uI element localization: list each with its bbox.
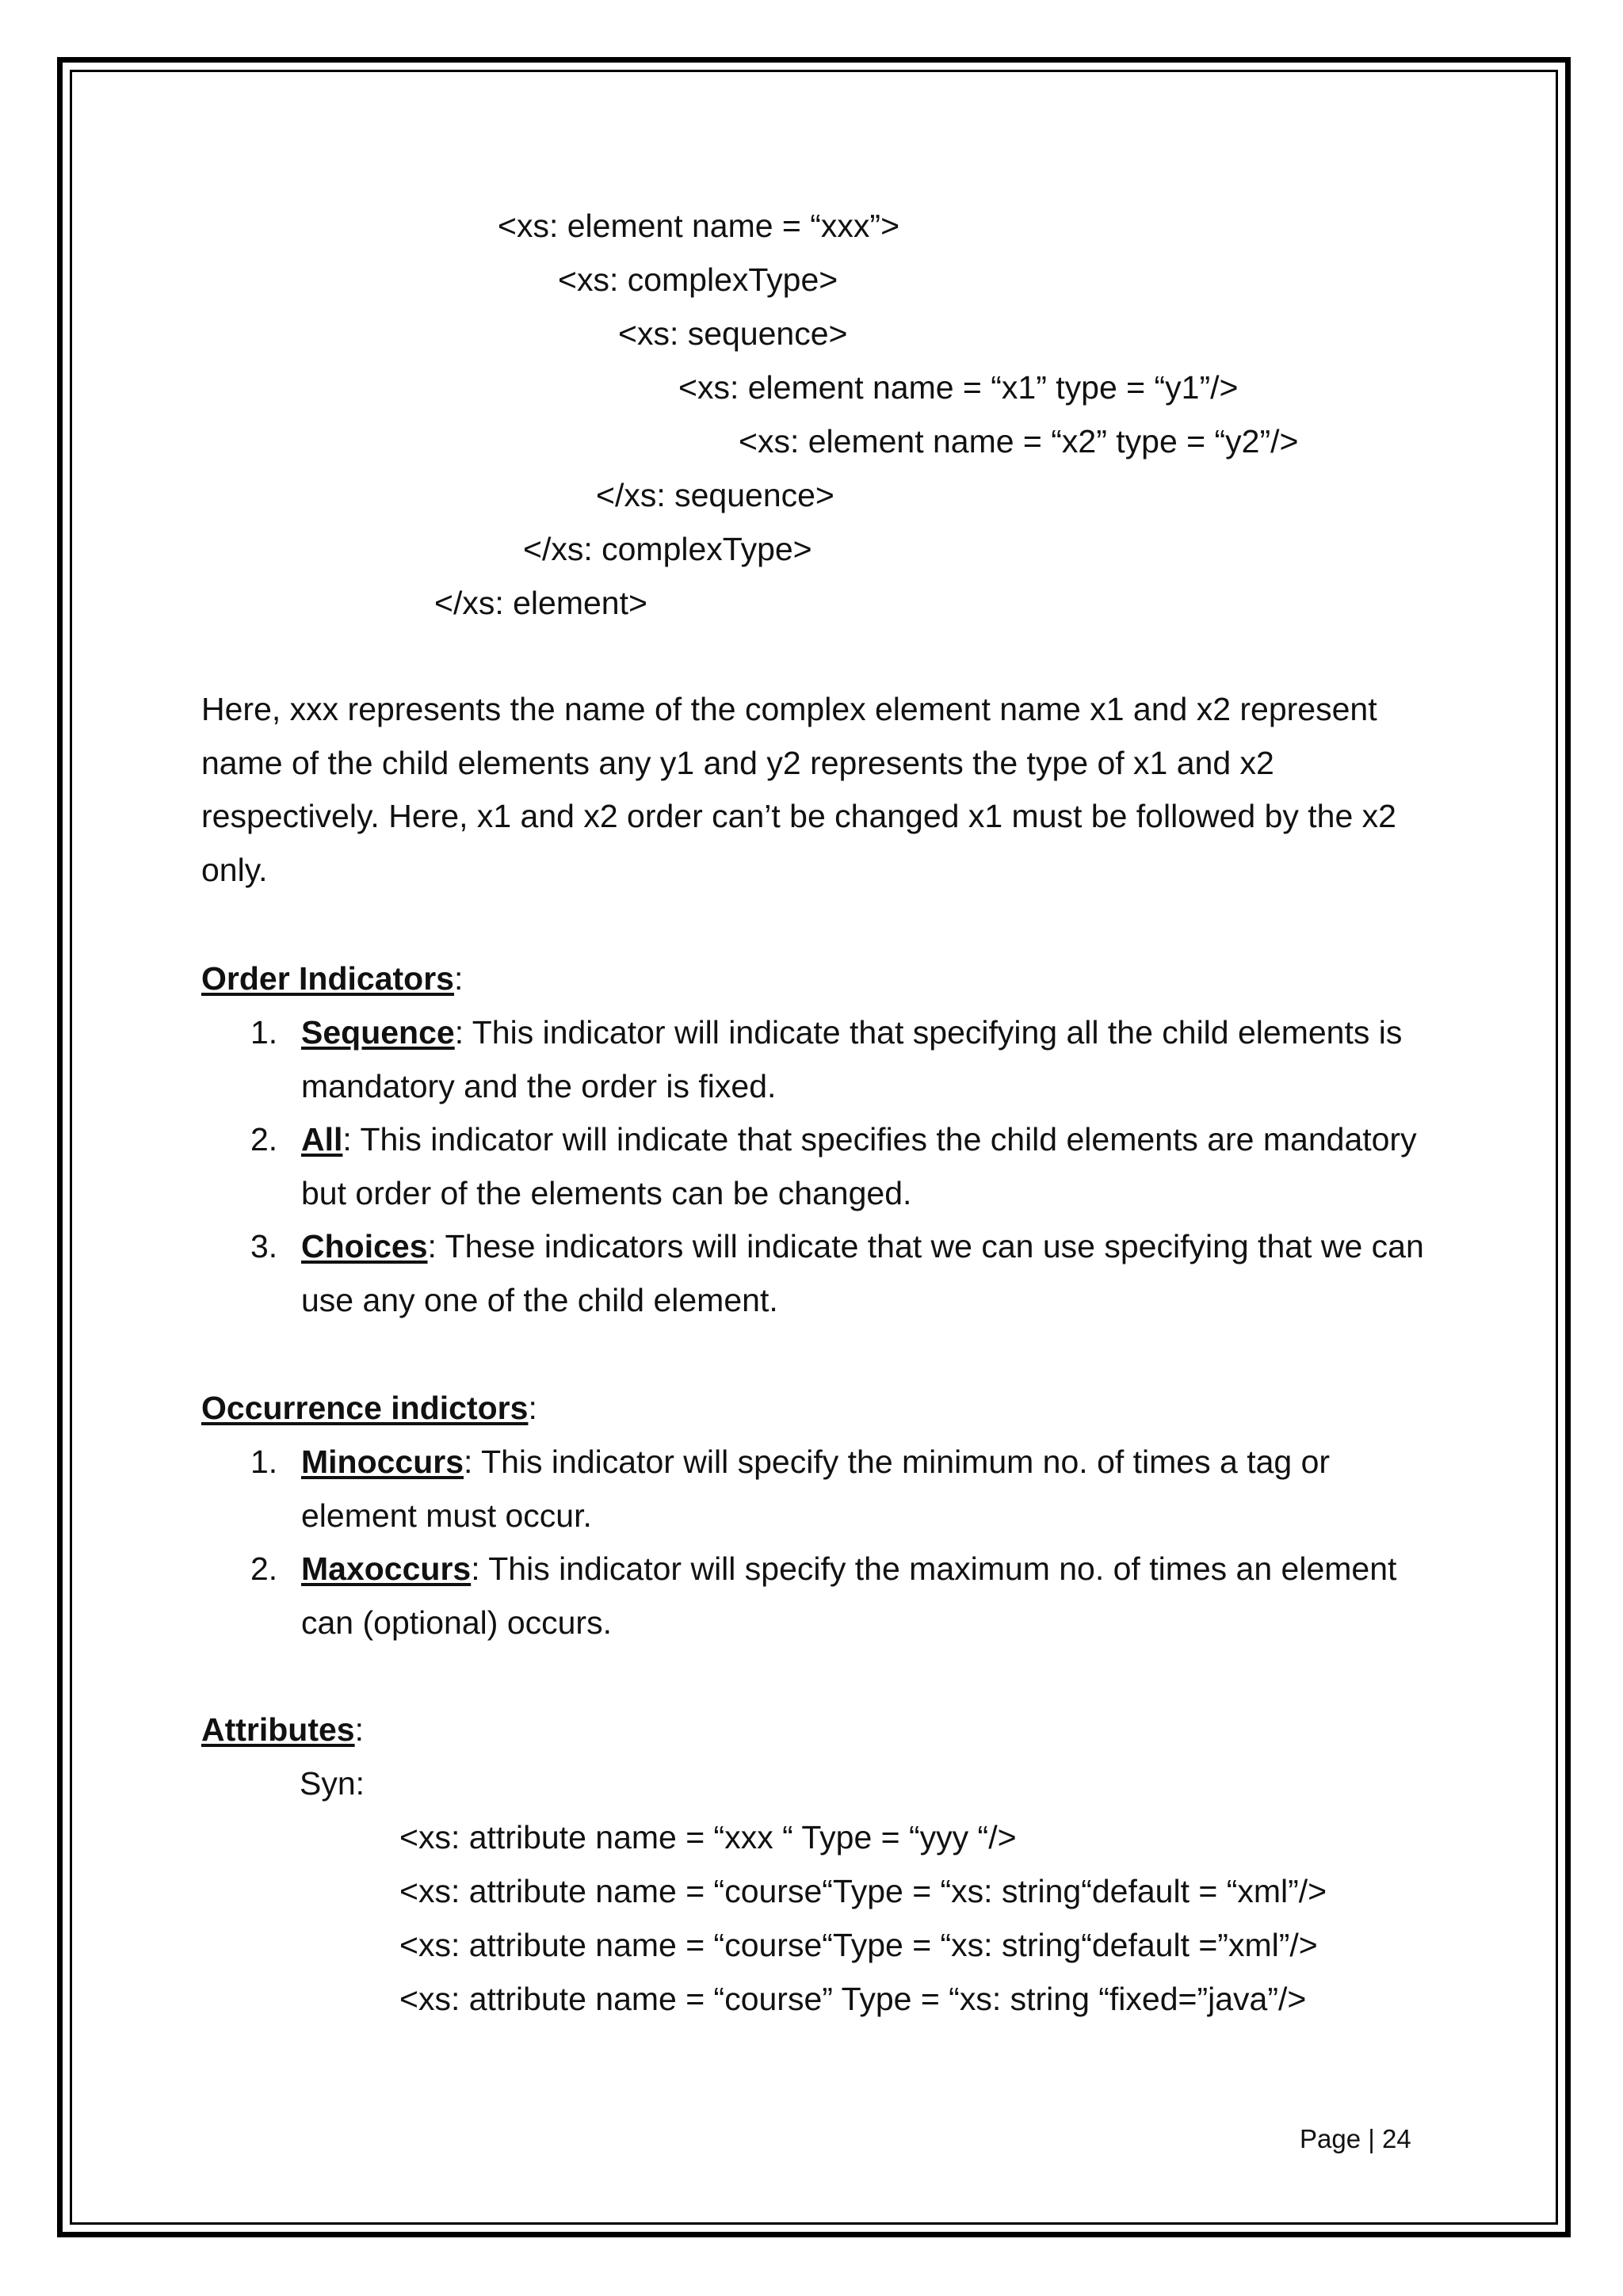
- list-number: 2.: [250, 1550, 278, 1587]
- order-indicators-title: Order Indicators: [201, 960, 454, 997]
- list-item-term: Minoccurs: [301, 1444, 464, 1480]
- list-item-second-line: mandatory and the order is fixed.: [301, 1067, 777, 1104]
- list-item-text: : This indicator will specify the maximum no. of times an element: [471, 1550, 1397, 1587]
- code-line: </xs: sequence>: [596, 477, 834, 513]
- list-item-first-line: [301, 1113, 1417, 1167]
- code-line: <xs: complexType>: [558, 261, 838, 298]
- list-item-text: : This indicator will indicate that specifies the child elements are mandatory: [342, 1121, 1417, 1158]
- list-item-second-line: can (optional) occurs.: [301, 1604, 612, 1641]
- list-number: 3.: [250, 1228, 278, 1264]
- list-item-second-line: use any one of the child element.: [301, 1281, 778, 1318]
- order-indicator-item-choices: [250, 1220, 1424, 1327]
- list-item-text: : This indicator will specify the minimum no. of times a tag or: [464, 1444, 1331, 1480]
- code-line: </xs: element>: [434, 585, 647, 621]
- page-label: Page: [1300, 2124, 1361, 2153]
- list-item-text: : These indicators will indicate that we can use specifying that we can: [427, 1228, 1424, 1264]
- code-line: <xs: element name = “xxx”>: [498, 208, 900, 244]
- page-number: 24: [1382, 2124, 1411, 2153]
- occurrence-indicators-title: Occurrence indictors: [201, 1390, 529, 1426]
- code-line: <xs: element name = “x2” type = “y2”/>: [739, 423, 1299, 460]
- explanation-paragraph: [201, 683, 1501, 897]
- page-footer: [1300, 2123, 1411, 2155]
- occurrence-item-minoccurs: [250, 1436, 1331, 1543]
- paragraph-line: Here, xxx represents the name of the complex element name x1 and x2 represent: [201, 691, 1377, 727]
- attributes-title: Attributes: [201, 1711, 355, 1748]
- code-line: <xs: element name = “x1” type = “y1”/>: [678, 369, 1239, 406]
- occurrence-item-maxoccurs: [250, 1543, 1397, 1650]
- list-item-first-line: [301, 1220, 1424, 1274]
- list-item-term: Choices: [301, 1228, 428, 1264]
- list-item-first-line: [301, 1436, 1330, 1489]
- attributes-heading: [201, 1710, 364, 1749]
- list-item-first-line: [301, 1006, 1402, 1060]
- list-item-text: : This indicator will indicate that specifying all the child elements is: [454, 1014, 1403, 1051]
- order-indicator-item-sequence: [250, 1006, 1403, 1113]
- page-separator: |: [1368, 2124, 1375, 2153]
- order-indicators-heading: [201, 959, 463, 998]
- heading-colon: :: [528, 1390, 537, 1426]
- occurrence-indicators-heading: [201, 1388, 537, 1428]
- list-item-second-line: but order of the elements can be changed.: [301, 1174, 912, 1211]
- heading-colon: :: [453, 960, 464, 997]
- paragraph-line: name of the child elements any y1 and y2 represents the type of x1 and x2: [201, 744, 1274, 781]
- list-item-term: Maxoccurs: [301, 1550, 472, 1587]
- list-item-term: Sequence: [301, 1014, 455, 1051]
- attribute-code-line: <xs: attribute name = “course“Type = “xs: string“default =”xml”/>: [399, 1927, 1318, 1963]
- list-number: 1.: [250, 1444, 278, 1480]
- list-number: 2.: [250, 1121, 278, 1158]
- attribute-code-line: <xs: attribute name = “xxx “ Type = “yyy “/>: [399, 1819, 1017, 1855]
- list-number: 1.: [250, 1014, 278, 1051]
- list-item-second-line: element must occur.: [301, 1497, 592, 1534]
- syntax-label: Syn:: [300, 1765, 365, 1802]
- order-indicator-item-all: [250, 1113, 1417, 1220]
- heading-colon: :: [354, 1711, 365, 1748]
- attribute-code-line: <xs: attribute name = “course“Type = “xs: string“default = “xml”/>: [399, 1873, 1327, 1909]
- list-item-first-line: [301, 1543, 1396, 1596]
- attribute-code-line: <xs: attribute name = “course” Type = “xs: string “fixed=”java”/>: [399, 1981, 1307, 2017]
- code-line: </xs: complexType>: [523, 531, 812, 567]
- code-line: <xs: sequence>: [618, 315, 848, 352]
- paragraph-line: respectively. Here, x1 and x2 order can’t be changed x1 must be followed by the x2: [201, 798, 1396, 834]
- paragraph-line: only.: [201, 851, 268, 888]
- list-item-term: All: [301, 1121, 343, 1158]
